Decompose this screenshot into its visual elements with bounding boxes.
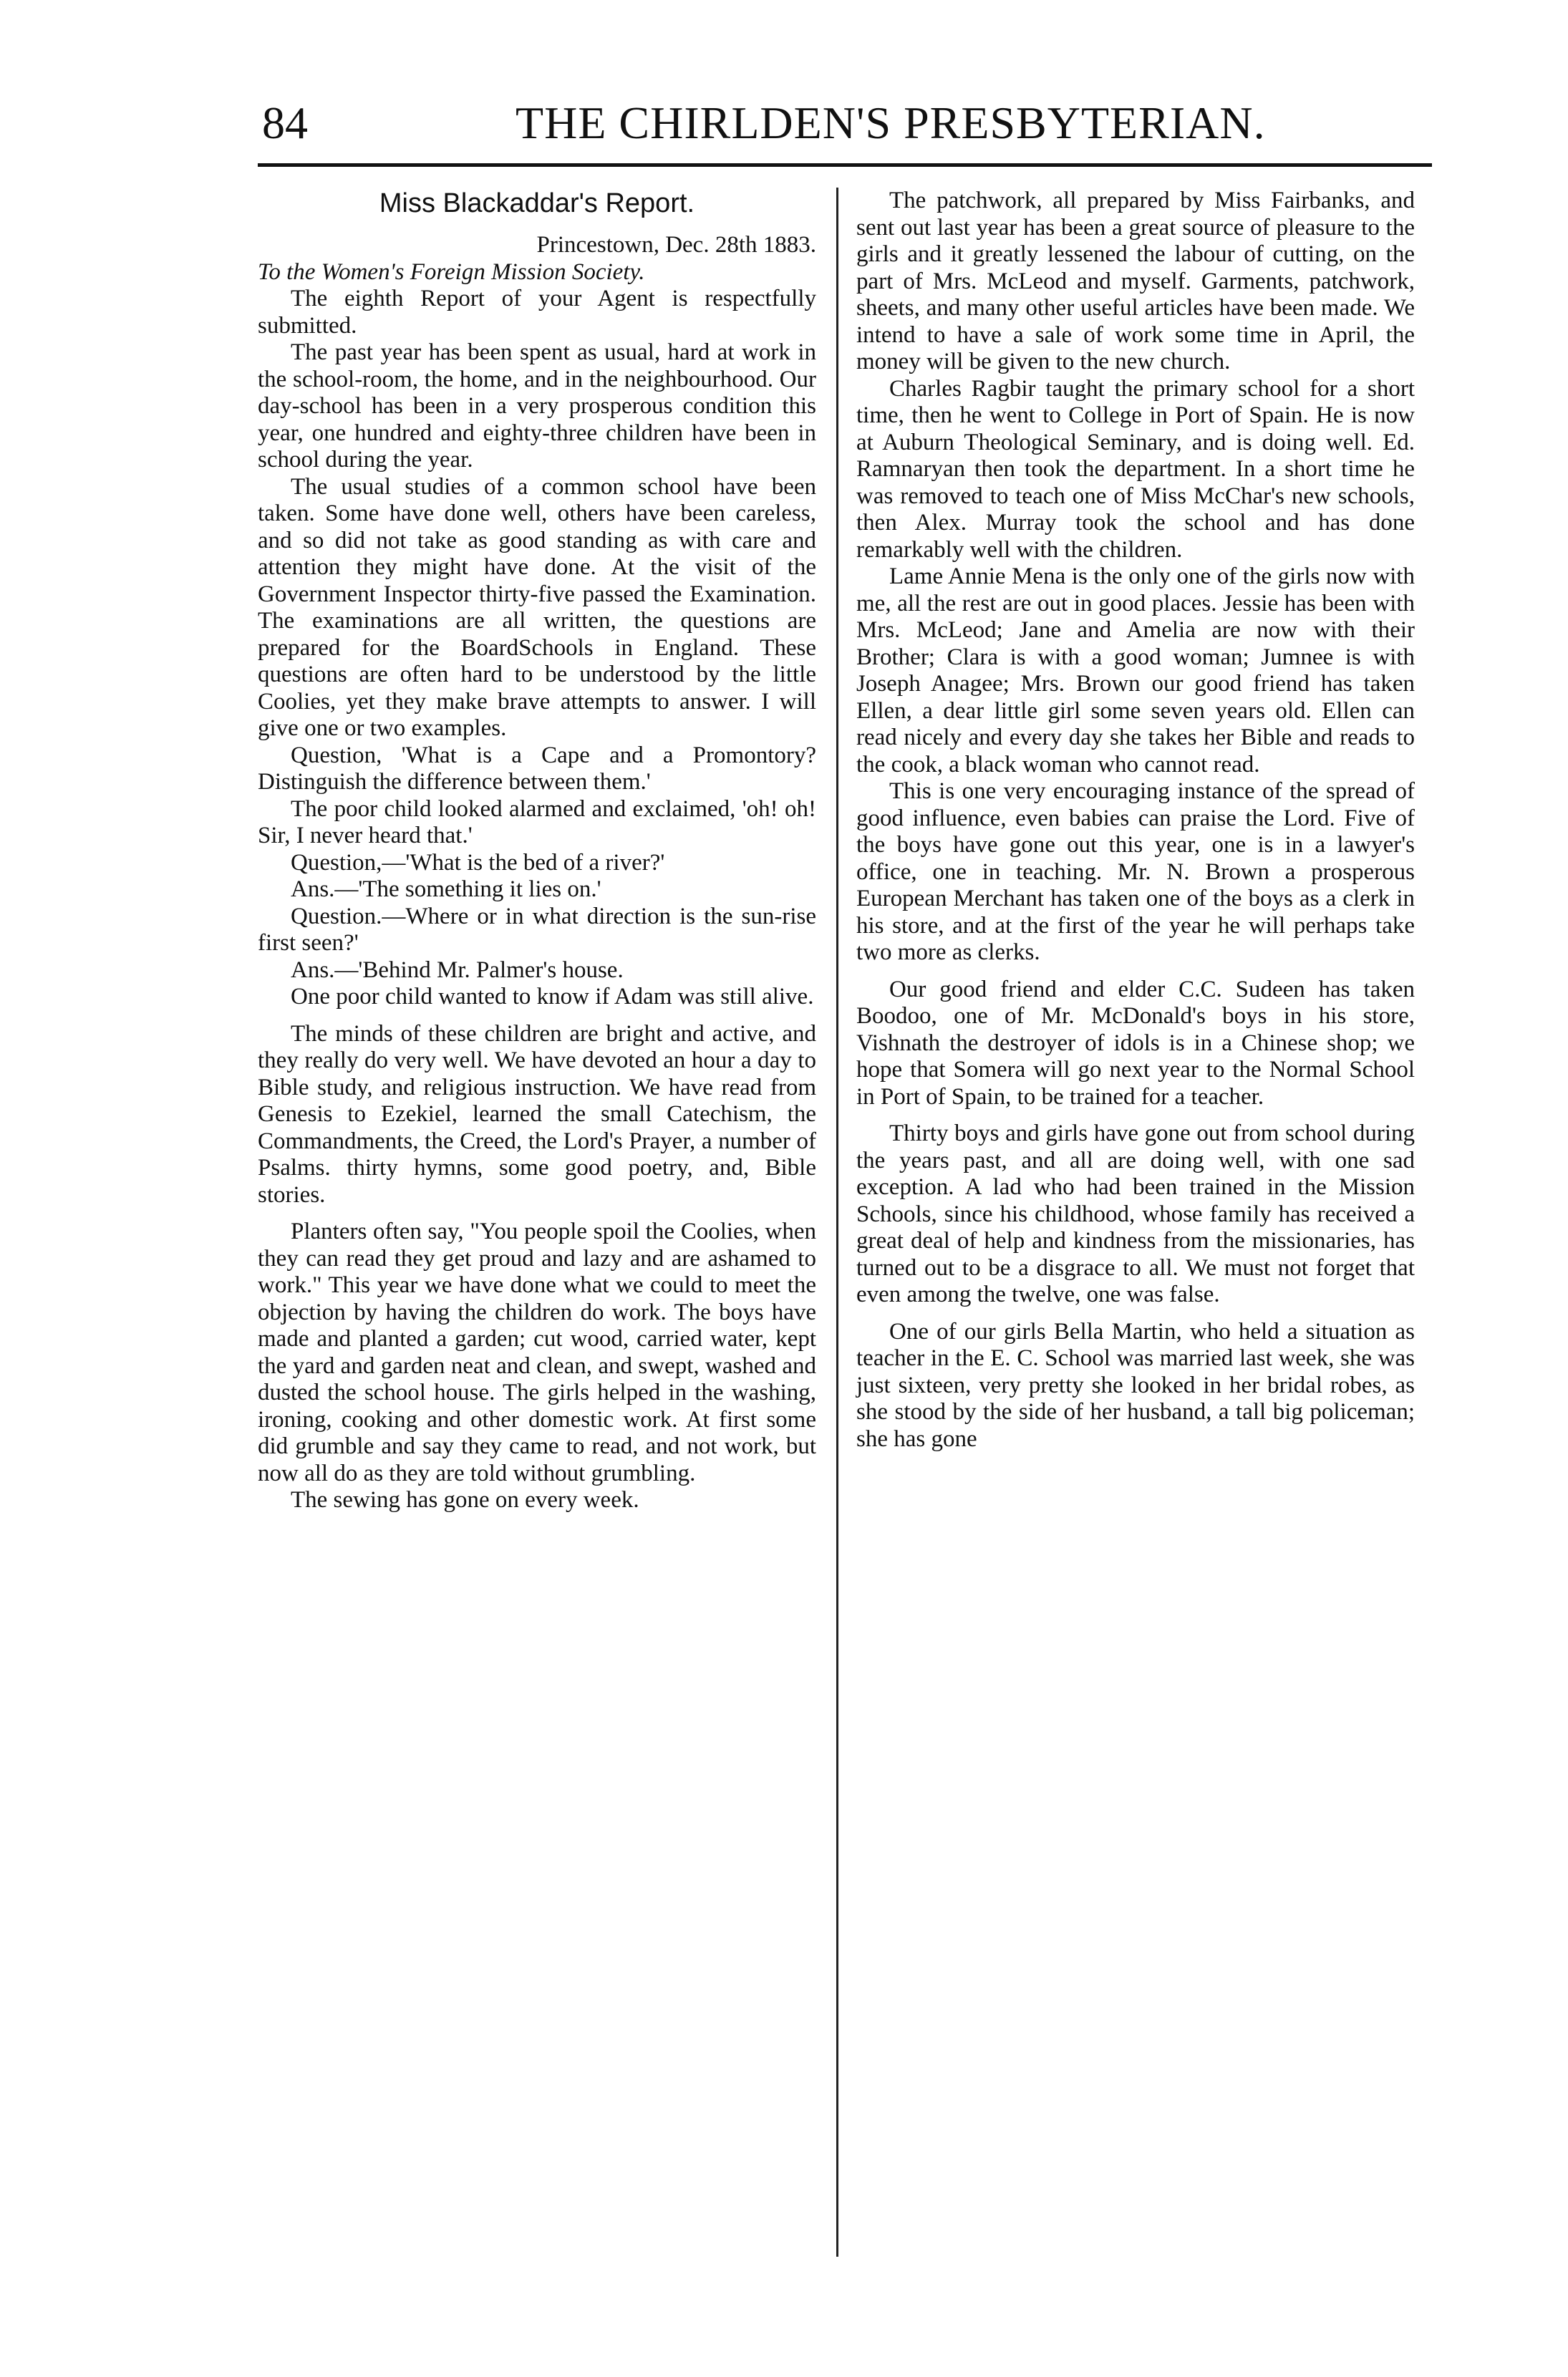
paragraph: Question, 'What is a Cape and a Promontory? Distinguish the difference between them.' <box>258 742 816 795</box>
paragraph: Charles Ragbir taught the primary school for a short time, then he went to College in Port of Spain. He is now at Auburn Theological Seminary, and is doing well. Ed. Ramnaryan then took the department. In a short time he was removed to teach one of Miss McChar's new schools, then Alex. Murray took the school and has done remarkably well with the children. <box>856 375 1415 563</box>
paragraph: The poor child looked alarmed and exclaimed, 'oh! oh! Sir, I never heard that.' <box>258 795 816 848</box>
header-rule <box>258 163 1432 167</box>
right-column <box>856 188 1415 1453</box>
paragraph: Question,—'What is the bed of a river?' <box>291 849 665 876</box>
paragraph: The usual studies of a common school have been taken. Some have done well, others have been careless, and so did not take as good standing as with care and attention they might have done. At the visit of the Government Inspector thirty-five passed the Examination. The examinations are all written, the questions are prepared for the BoardSchools in England. These questions are often hard to be understood by the little Coolies, yet they make brave attempts to answer. I will give one or two examples. <box>258 473 816 741</box>
left-column <box>258 188 816 1514</box>
paragraph: Ans.—'The something it lies on.' <box>291 876 601 902</box>
paragraph: One of our girls Bella Martin, who held a situation as teacher in the E. C. School was married last week, she was just sixteen, very pretty she looked in her bridal robes, as she stood by the side of her husband, a tall big policeman; she has gone <box>856 1318 1415 1452</box>
dateline: Princestown, Dec. 28th 1883. <box>536 232 816 258</box>
paragraph: Thirty boys and girls have gone out from school during the years past, and all are doing well, with one sad exception. A lad who had been trained in the Mission Schools, since his childhood, whose family has received a great deal of help and kindness from the missionaries, has turned out to be a disgrace to all. We must not forget that even among the twelve, one was false. <box>856 1120 1415 1307</box>
paragraph: The minds of these children are bright and active, and they really do very well. We have devoted an hour a day to Bible study, and religious instruction. We have read from Genesis to Ezekiel, learned the small Catechism, the Commandments, the Creed, the Lord's Prayer, a number of Psalms. thirty hymns, some good poetry, and, Bible stories. <box>258 1020 816 1208</box>
paragraph: One poor child wanted to know if Adam was still alive. <box>291 984 814 1010</box>
paragraph: The eighth Report of your Agent is respectfully submitted. <box>258 286 816 339</box>
running-title: THE CHIRLDEN'S PRESBYTERIAN. <box>516 97 1266 148</box>
salutation: To the Women's Foreign Mission Society. <box>258 258 645 285</box>
column-divider <box>836 188 838 2257</box>
paragraph: Lame Annie Mena is the only one of the girls now with me, all the rest are out in good places. Jessie has been with Mrs. McLeod; Jane and Amelia are now with their Brother; Clara is with a good woman; Jumnee is with Joseph Anagee; Mrs. Brown our good friend has taken Ellen, a dear little girl some seven years old. Ellen can read nicely and every day she takes her Bible and reads to the cook, a black woman who cannot read. <box>856 563 1415 778</box>
paragraph: The past year has been spent as usual, hard at work in the school-room, the home, and in the neighbourhood. Our day-school has been in a very prosperous condition this year, one hundred and eighty-three children have been in school during the year. <box>258 339 816 473</box>
paragraph: Question.—Where or in what direction is the sun-rise first seen?' <box>258 903 816 956</box>
paragraph: The patchwork, all prepared by Miss Fairbanks, and sent out last year has been a great source of pleasure to the girls and it greatly lessened the labour of cutting, on the part of Mrs. McLeod and myself. Garments, patchwork, sheets, and many other useful articles have been made. We intend to have a sale of work some time in April, the money will be given to the new church. <box>856 188 1415 374</box>
paragraph: This is one very encouraging instance of the spread of good influence, even babies can praise the Lord. Five of the boys have gone out this year, one is in a lawyer's office, one in teaching. Mr. N. Brown a prosperous European Merchant has taken one of the boys as a clerk in his store, and at the first of the year he will perhaps take two more as clerks. <box>856 778 1415 965</box>
page-number: 84 <box>262 97 308 148</box>
paragraph: Our good friend and elder C.C. Sudeen has taken Boodoo, one of Mr. McDonald's boys in his store, Vishnath the destroyer of idols is in a Chinese shop; we hope that Somera will go next year to the Normal School in Port of Spain, to be trained for a teacher. <box>856 976 1415 1110</box>
paragraph: Planters often say, "You people spoil the Coolies, when they can read they get proud and lazy and are ashamed to work." This year we have done what we could to meet the objection by having the children do work. The boys have made and planted a garden; cut wood, carried water, kept the yard and garden neat and clean, and swept, washed and dusted the school house. The girls helped in the washing, ironing, cooking and other domestic work. At first some did grumble and say they came to read, and not work, but now all do as they are told without grumbling. <box>258 1219 816 1486</box>
article-title: Miss Blackaddar's Report. <box>379 188 695 218</box>
paragraph: The sewing has gone on every week. <box>291 1487 639 1513</box>
paragraph: Ans.—'Behind Mr. Palmer's house. <box>291 957 624 983</box>
